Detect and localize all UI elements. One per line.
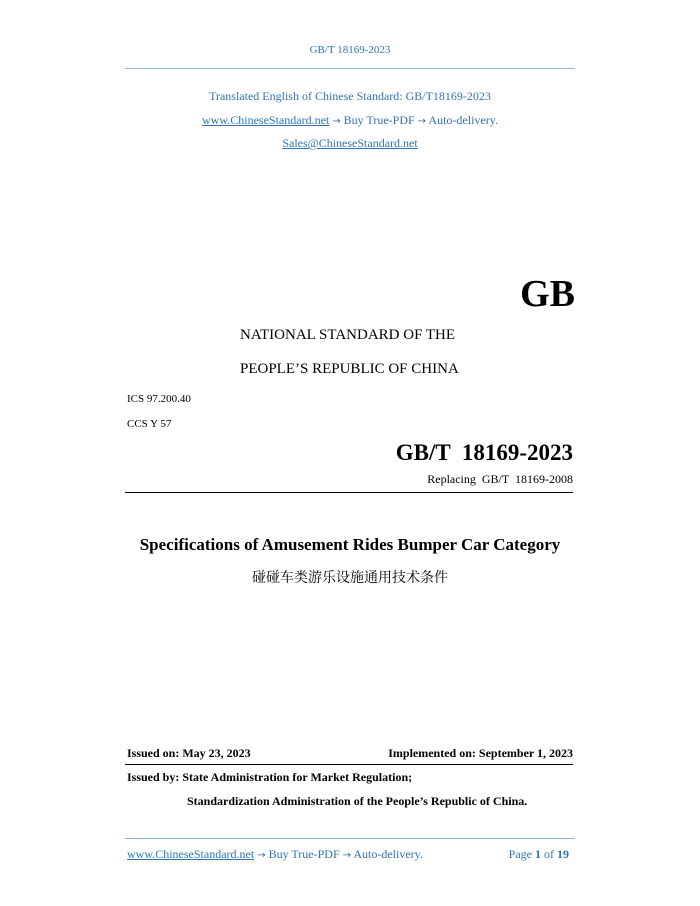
- promo-email-link[interactable]: Sales@ChineseStandard.net: [282, 136, 418, 150]
- title-chinese: 碰碰车类游乐设施通用技术条件: [252, 570, 448, 586]
- arrow-right-icon: →: [332, 116, 341, 127]
- page-of: of: [544, 847, 554, 861]
- promo-translated-text: Translated English of Chinese Standard: GB/T18169-2023: [209, 89, 491, 103]
- issued-by-line-2: Standardization Administration of the People’s Republic of China.: [187, 794, 528, 808]
- arrow-right-icon: →: [417, 116, 427, 127]
- footer-site-link[interactable]: www.ChineseStandard.net: [127, 847, 255, 861]
- arrow-right-icon: →: [257, 850, 266, 861]
- issued-on: Issued on: May 23, 2023: [127, 746, 251, 760]
- promo-delivery-text: Auto-delivery.: [428, 113, 498, 127]
- arrow-right-icon: →: [342, 850, 352, 861]
- promo-buy-text: Buy True-PDF: [343, 113, 415, 127]
- dates-rule: [125, 764, 573, 765]
- ccs-code: CCS Y 57: [127, 418, 172, 430]
- header-doc-id: GB/T 18169-2023: [309, 44, 391, 56]
- promo-site-link[interactable]: www.ChineseStandard.net: [202, 113, 330, 127]
- running-header: [0, 44, 700, 56]
- standard-number: GB/T 18169-2023: [395, 440, 573, 465]
- footer-buy-text: Buy True-PDF: [268, 847, 340, 861]
- standard-number-rule: [125, 492, 573, 493]
- promo-line-3: [0, 136, 700, 151]
- page-label: Page: [508, 847, 532, 861]
- promo-line-2: [0, 113, 700, 128]
- page-total: 19: [557, 847, 569, 861]
- title-english: Specifications of Amusement Rides Bumper Car Category: [139, 535, 561, 554]
- footer-promo: [127, 847, 423, 862]
- header-rule: [125, 68, 575, 69]
- gb-mark: GB: [520, 273, 575, 315]
- footer-delivery-text: Auto-delivery.: [353, 847, 423, 861]
- replacing-note: Replacing GB/T 18169-2008: [427, 472, 573, 486]
- promo-line-1: [0, 89, 700, 104]
- national-standard-line-1: NATIONAL STANDARD OF THE: [240, 327, 456, 343]
- ics-code: ICS 97.200.40: [127, 393, 191, 405]
- national-standard-line-2: PEOPLE’S REPUBLIC OF CHINA: [240, 361, 459, 377]
- issued-by-line-1: Issued by: State Administration for Market Regulation;: [127, 770, 413, 784]
- page-number: [509, 847, 569, 862]
- footer-rule: [125, 838, 575, 839]
- page-current: 1: [535, 847, 541, 861]
- implemented-on: Implemented on: September 1, 2023: [388, 746, 573, 760]
